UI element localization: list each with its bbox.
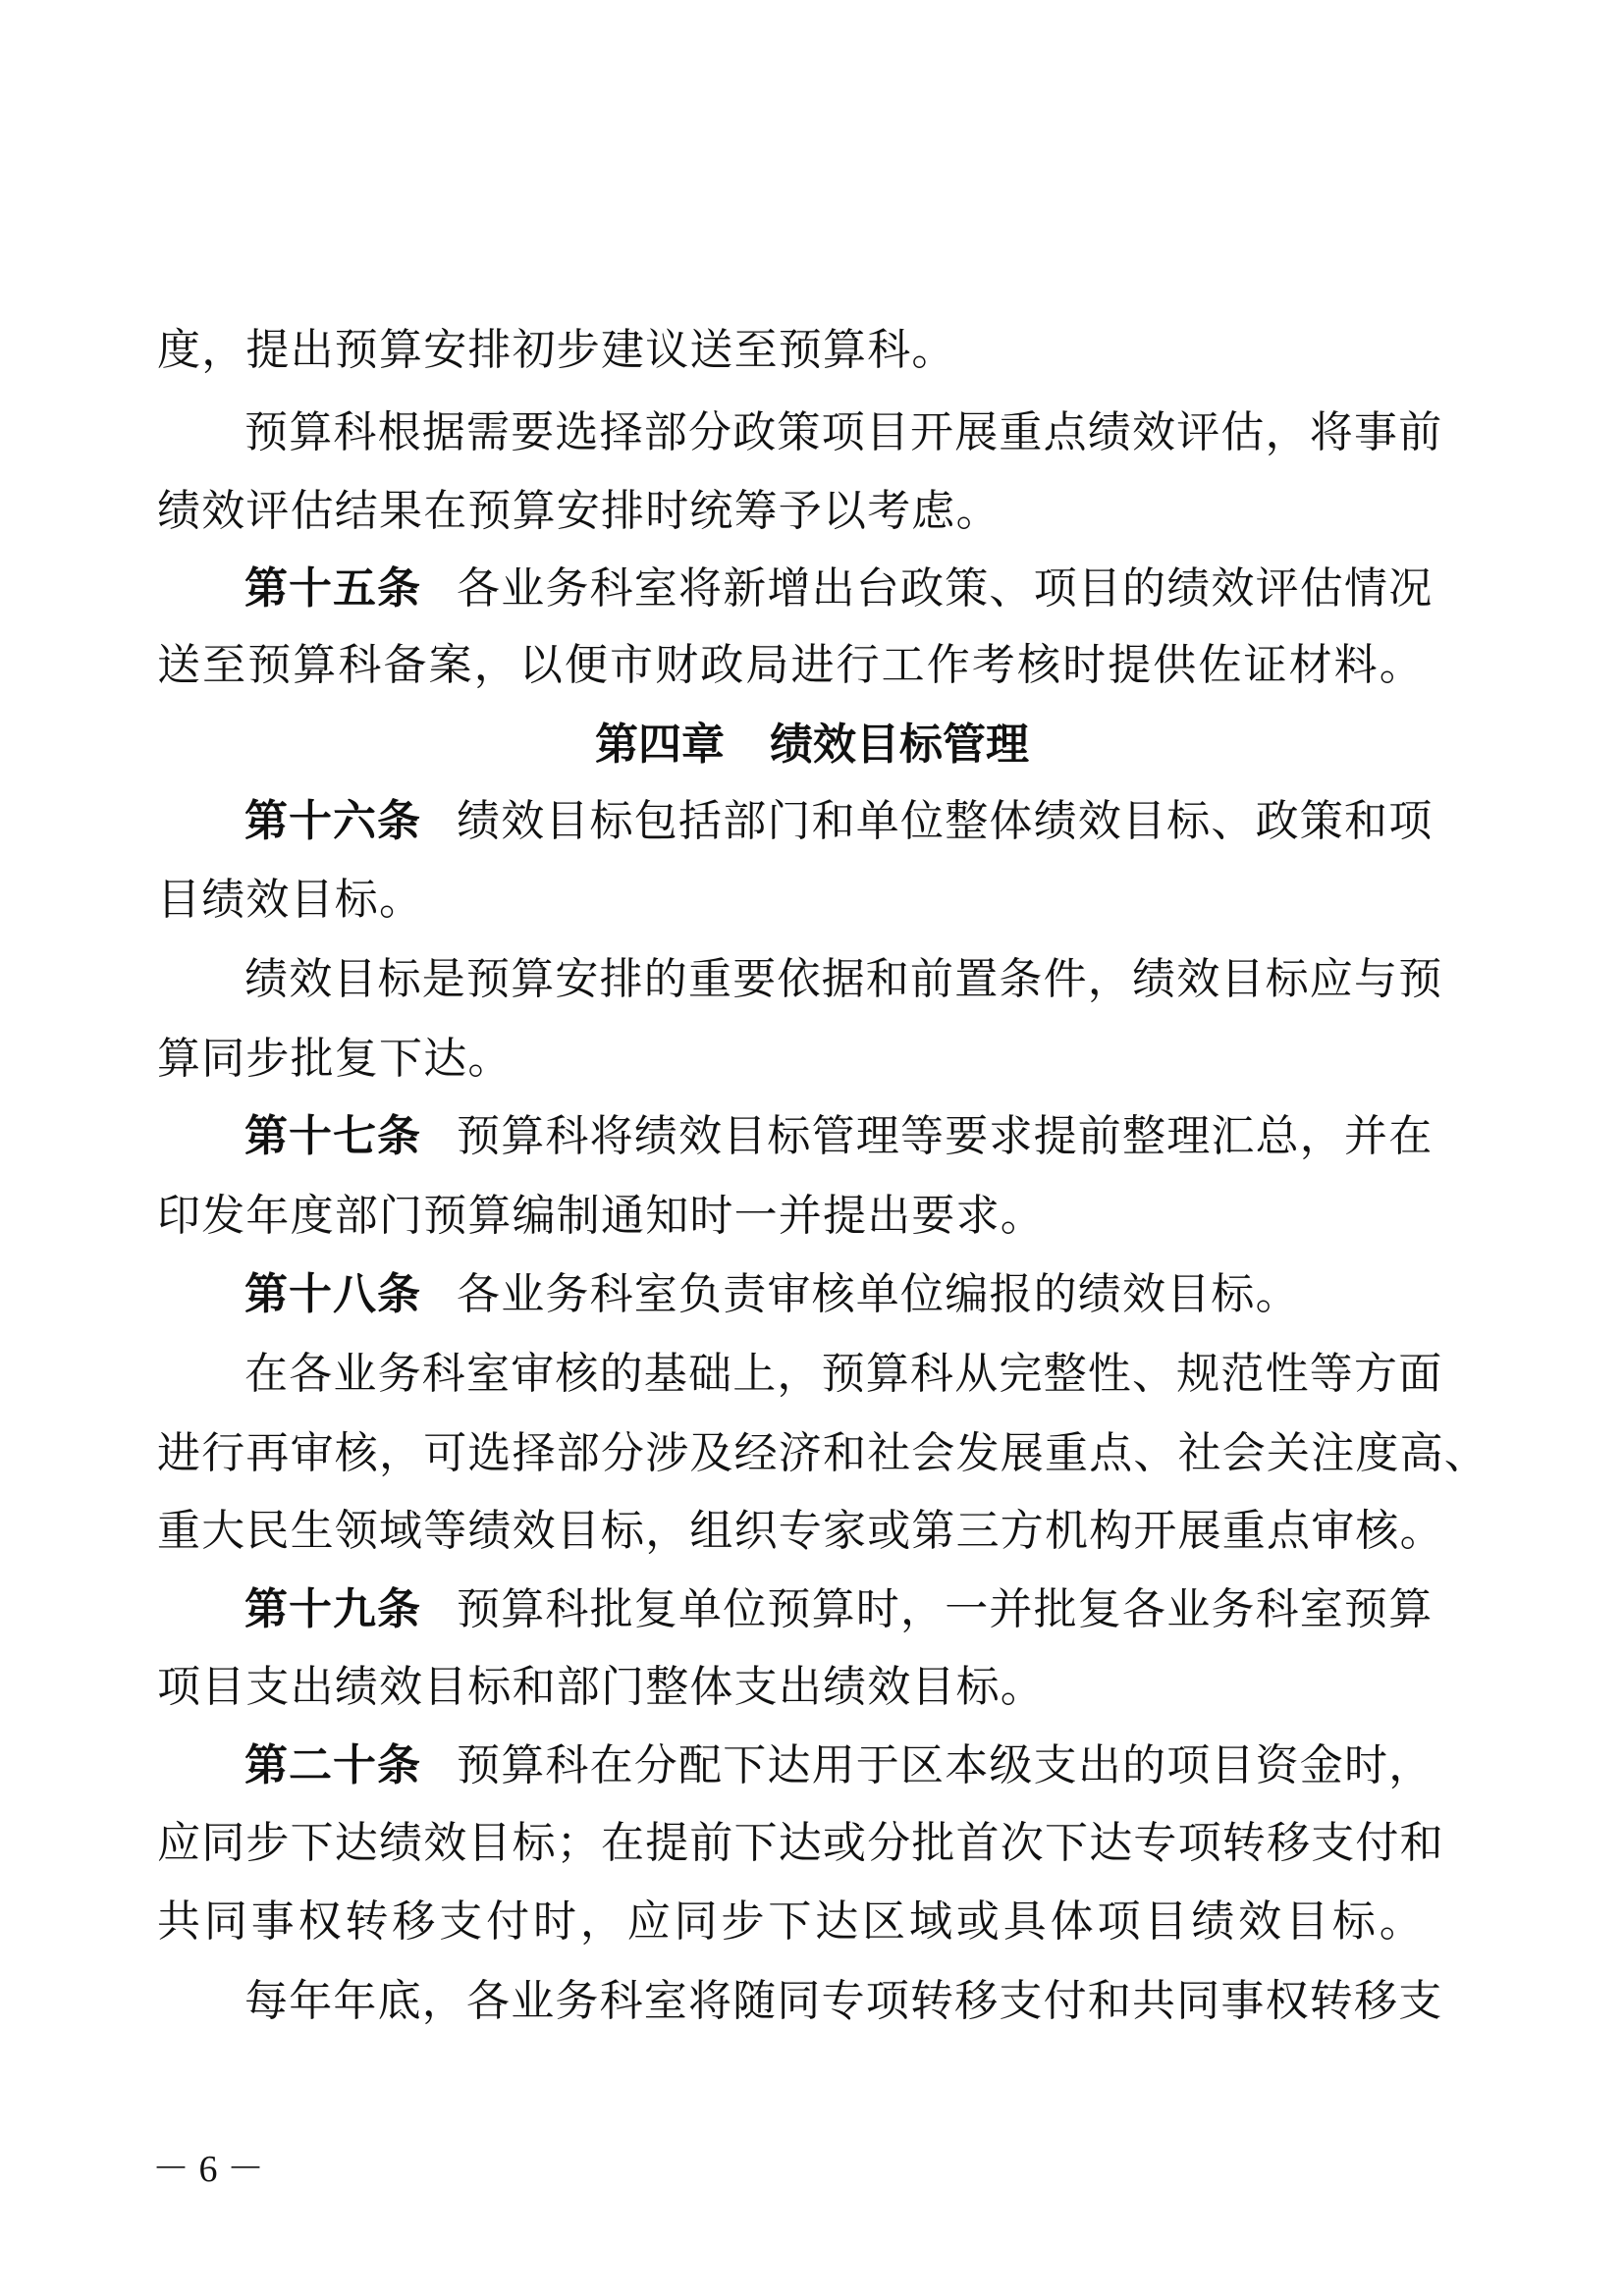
article-17-line — [244, 1097, 1434, 1176]
page-number: － 6 － — [152, 2149, 265, 2190]
article-text: 预算科将绩效目标管理等要求提前整理汇总，并在 — [457, 1111, 1434, 1161]
article-number: 第二十条 — [244, 1740, 421, 1790]
paragraph-line: 预算科根据需要选择部分政策项目开展重点绩效评估，将事前 — [244, 407, 1443, 457]
article-number: 第十六条 — [244, 796, 421, 846]
article-text: 各业务科室将新增出台政策、项目的绩效评估情况 — [457, 563, 1434, 614]
paragraph-line: 重大民生领域等绩效目标，组织专家或第三方机构开展重点审核。 — [157, 1506, 1444, 1556]
paragraph-line: 送至预算科备案，以便市财政局进行工作考核时提供佐证材料。 — [157, 640, 1424, 690]
article-text: 各业务科室负责审核单位编报的绩效目标。 — [457, 1269, 1300, 1319]
article-15-line — [244, 550, 1434, 628]
chapter-title: 绩效目标管理 — [770, 720, 1029, 770]
paragraph-line: 进行再审核，可选择部分涉及经济和社会发展重点、社会关注度高、 — [157, 1428, 1489, 1478]
paragraph-line: 印发年度部门预算编制通知时一并提出要求。 — [157, 1191, 1045, 1241]
article-19-line — [244, 1571, 1434, 1649]
article-number: 第十九条 — [244, 1584, 421, 1634]
paragraph-line: 度，提出预算安排初步建议送至预算科。 — [157, 325, 956, 375]
article-text: 绩效目标包括部门和单位整体绩效目标、政策和项 — [457, 796, 1434, 846]
article-16-line — [244, 782, 1434, 861]
paragraph-line: 绩效评估结果在预算安排时统筹予以考虑。 — [157, 486, 1001, 536]
paragraph-line: 绩效目标是预算安排的重要依据和前置条件，绩效目标应与预 — [244, 954, 1443, 1004]
chapter-number: 第四章 — [595, 720, 725, 770]
article-18-line — [244, 1255, 1423, 1334]
paragraph-line: 算同步批复下达。 — [157, 1034, 513, 1084]
paragraph-line: 每年年底，各业务科室将随同专项转移支付和共同事权转移支 — [244, 1976, 1443, 2026]
article-text: 预算科在分配下达用于区本级支出的项目资金时， — [457, 1740, 1434, 1790]
paragraph-line: 应同步下达绩效目标；在提前下达或分批首次下达专项转移支付和 — [157, 1818, 1444, 1868]
article-20-line — [244, 1727, 1434, 1805]
article-text: 预算科批复单位预算时，一并批复各业务科室预算 — [457, 1584, 1434, 1634]
article-number: 第十七条 — [244, 1111, 421, 1161]
chapter-heading — [0, 706, 1624, 784]
article-number: 第十八条 — [244, 1269, 421, 1319]
paragraph-line: 项目支出绩效目标和部门整体支出绩效目标。 — [157, 1662, 1045, 1712]
paragraph-line: 在各业务科室审核的基础上，预算科从完整性、规范性等方面 — [244, 1349, 1443, 1399]
paragraph-line: 目绩效目标。 — [157, 875, 424, 925]
article-number: 第十五条 — [244, 563, 421, 614]
paragraph-line: 共同事权转移支付时，应同步下达区域或具体项目绩效目标。 — [157, 1896, 1424, 1947]
